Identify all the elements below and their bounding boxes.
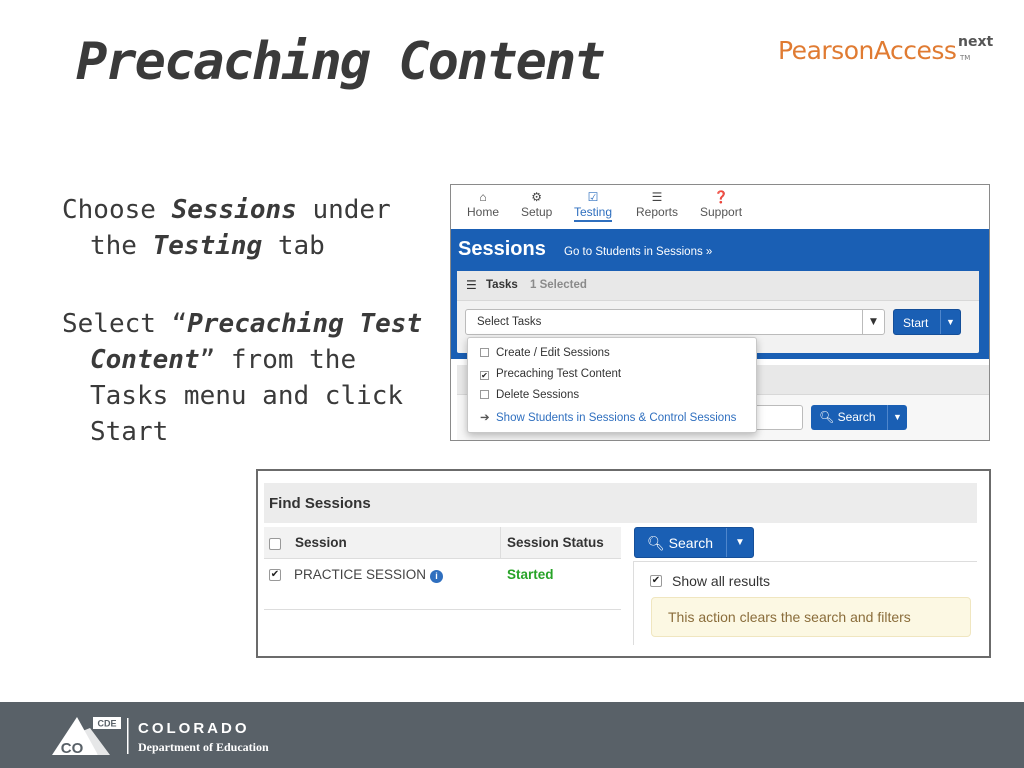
instructions bbox=[62, 192, 442, 492]
search-button[interactable] bbox=[634, 527, 754, 558]
nav-reports[interactable] bbox=[636, 189, 678, 219]
gear-icon: ⚙ bbox=[531, 190, 543, 204]
nav-setup-label: Setup bbox=[521, 205, 553, 219]
checkbox-icon bbox=[480, 390, 489, 399]
search-icon: 🔍︎ bbox=[647, 535, 665, 551]
column-session[interactable]: Session bbox=[295, 535, 347, 550]
arrow-right-icon: ➔ bbox=[480, 412, 490, 424]
nav-setup[interactable] bbox=[521, 189, 552, 219]
menu-item-delete-sessions[interactable]: Delete Sessions bbox=[480, 389, 579, 401]
search-button-label: Search bbox=[668, 535, 714, 551]
instruction-step-1: Choose Sessions under the Testing tab bbox=[62, 195, 391, 261]
nav-support[interactable] bbox=[700, 189, 742, 219]
checkbox-icon: ☑ bbox=[587, 190, 599, 204]
logo-brand-text: PearsonAccess bbox=[778, 36, 957, 65]
caret-down-icon: ▼ bbox=[862, 310, 884, 334]
top-nav bbox=[451, 185, 990, 229]
sessions-screenshot bbox=[450, 184, 990, 441]
list-icon: ☰ bbox=[466, 278, 477, 292]
find-sessions-header bbox=[264, 483, 977, 523]
slide-title: Precaching Content bbox=[76, 32, 604, 92]
nav-testing[interactable] bbox=[574, 189, 612, 219]
caret-down-icon[interactable]: ▼ bbox=[940, 310, 960, 334]
tasks-header bbox=[457, 271, 979, 301]
find-sessions-title: Find Sessions bbox=[269, 495, 371, 512]
footer-dept-name: Department of Education bbox=[138, 740, 269, 754]
caret-down-icon[interactable]: ▼ bbox=[726, 528, 753, 557]
nav-support-label: Support bbox=[700, 205, 743, 219]
start-button[interactable] bbox=[893, 309, 961, 335]
nav-reports-label: Reports bbox=[636, 205, 679, 219]
select-tasks-dropdown[interactable] bbox=[465, 309, 885, 335]
search-icon: 🔍︎ bbox=[819, 410, 835, 424]
page-title: Sessions bbox=[458, 238, 546, 260]
search-options-panel bbox=[633, 561, 977, 645]
select-tasks-text: Select Tasks bbox=[477, 316, 542, 328]
pearson-access-logo bbox=[778, 34, 994, 65]
logo-next-text: next bbox=[958, 34, 994, 50]
menu-item-show-students[interactable]: ➔ Show Students in Sessions & Control Sessions bbox=[480, 412, 737, 424]
tasks-menu bbox=[467, 337, 757, 433]
find-sessions-screenshot bbox=[256, 469, 991, 658]
show-all-results-checkbox[interactable]: ✔ bbox=[651, 575, 661, 586]
menu-item-create-edit-sessions[interactable]: Create / Edit Sessions bbox=[480, 347, 610, 359]
footer bbox=[0, 702, 1024, 768]
students-in-sessions-link[interactable]: Go to Students in Sessions » bbox=[564, 246, 713, 258]
start-button-label: Start bbox=[903, 316, 929, 330]
column-divider bbox=[500, 527, 501, 559]
row-checkbox[interactable]: ✔ bbox=[270, 569, 280, 580]
column-session-status[interactable]: Session Status bbox=[507, 535, 604, 550]
logo-text-co: CO bbox=[60, 740, 84, 757]
footer-org-name: COLORADO bbox=[138, 720, 250, 737]
home-icon: ⌂ bbox=[479, 190, 487, 204]
search-button-label: Search bbox=[837, 410, 876, 424]
sessions-table-header bbox=[264, 527, 621, 559]
list-icon: ☰ bbox=[651, 190, 663, 204]
tasks-selected-count: 1 Selected bbox=[530, 279, 587, 291]
checkbox-icon bbox=[480, 348, 489, 357]
menu-item-precaching-test-content[interactable]: ✔ Precaching Test Content bbox=[481, 368, 622, 380]
session-status: Started bbox=[507, 567, 554, 582]
session-name[interactable]: PRACTICE SESSION bbox=[294, 567, 427, 582]
cde-logo bbox=[50, 714, 130, 758]
search-notice-text: This action clears the search and filters bbox=[668, 609, 911, 625]
info-icon[interactable]: i bbox=[430, 570, 443, 583]
show-all-results-label[interactable]: Show all results bbox=[672, 573, 771, 589]
nav-home[interactable] bbox=[467, 189, 499, 219]
nav-home-label: Home bbox=[467, 205, 500, 219]
logo-tm-text: TM bbox=[960, 54, 971, 62]
instruction-step-2: Select “Precaching Test Content” from the Tasks menu and click Start bbox=[62, 309, 423, 447]
caret-down-icon[interactable]: ▼ bbox=[887, 405, 907, 430]
select-all-checkbox[interactable] bbox=[269, 538, 281, 550]
logo-text-cde: CDE bbox=[97, 718, 117, 729]
nav-testing-label: Testing bbox=[574, 205, 612, 222]
table-row bbox=[264, 560, 621, 610]
question-icon: ❓ bbox=[713, 190, 729, 204]
search-notice bbox=[651, 597, 971, 637]
search-button[interactable] bbox=[811, 405, 907, 430]
checkbox-checked-icon: ✔ bbox=[481, 371, 488, 380]
tasks-label: Tasks bbox=[486, 279, 518, 291]
